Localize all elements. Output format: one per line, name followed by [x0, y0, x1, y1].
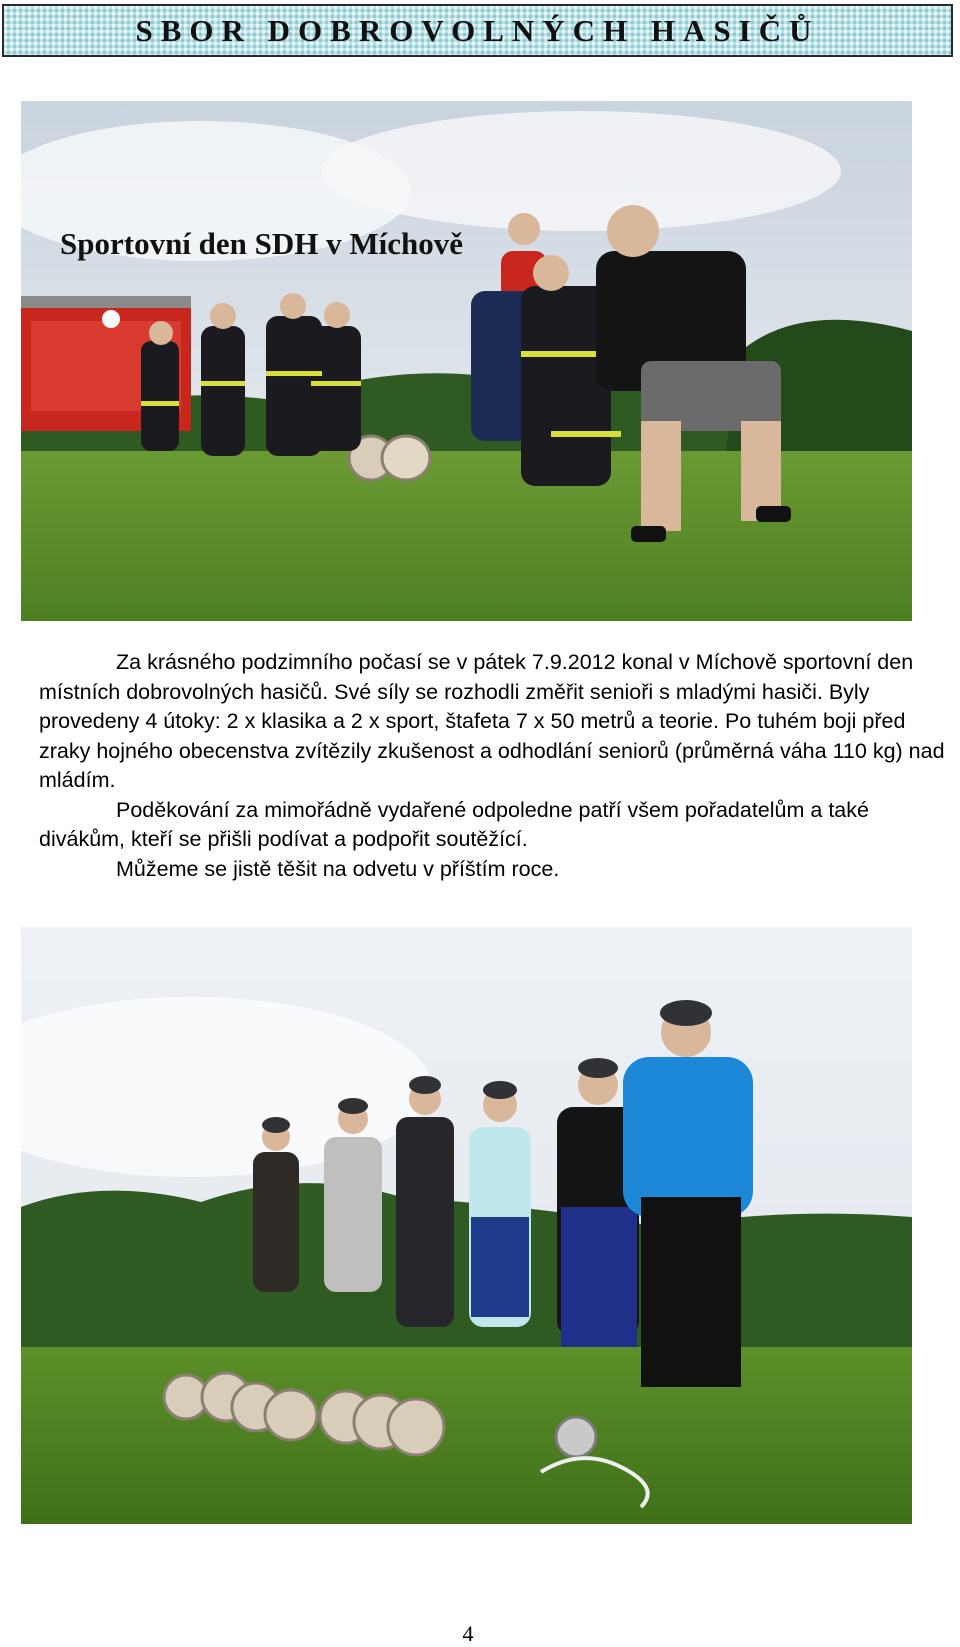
page-number: 4 — [462, 1621, 474, 1646]
header-banner — [2, 4, 953, 57]
photo-senior-firefighters — [21, 927, 912, 1524]
photo-illustration-top — [21, 101, 912, 621]
banner-title: SBOR DOBROVOLNÝCH HASIČŮ — [135, 12, 820, 48]
article-paragraph-3: Můžeme se jistě těšit na odvetu v příštím roce. — [116, 856, 560, 881]
photo-illustration-bottom — [21, 927, 912, 1524]
article-paragraph-1: Za krásného podzimního počasí se v pátek 7.9.2012 konal v Míchově sportovní den místních dobrovolných hasičů. Své síly se rozhodli změřit senioři s mladými hasiči. Byly provedeny 4 útoky: 2 x klasika a 2 x sport, štafeta 7 x 50 metrů a teorie. Po tuhém boji před zraky hojného obecenstva zvítězily zkušenost a odhodlání seniorů (průměrná váha 110 kg) nad mládím. — [39, 650, 945, 792]
article-title: Sportovní den SDH v Míchově — [60, 226, 464, 261]
article-body — [39, 648, 959, 884]
article-paragraph-2: Poděkování za mimořádně vydařené odpoledne patří všem pořadatelům a také divákům, kteří se přišli podívat a podpořit soutěžící. — [39, 797, 869, 851]
photo-young-firefighters — [21, 101, 912, 621]
